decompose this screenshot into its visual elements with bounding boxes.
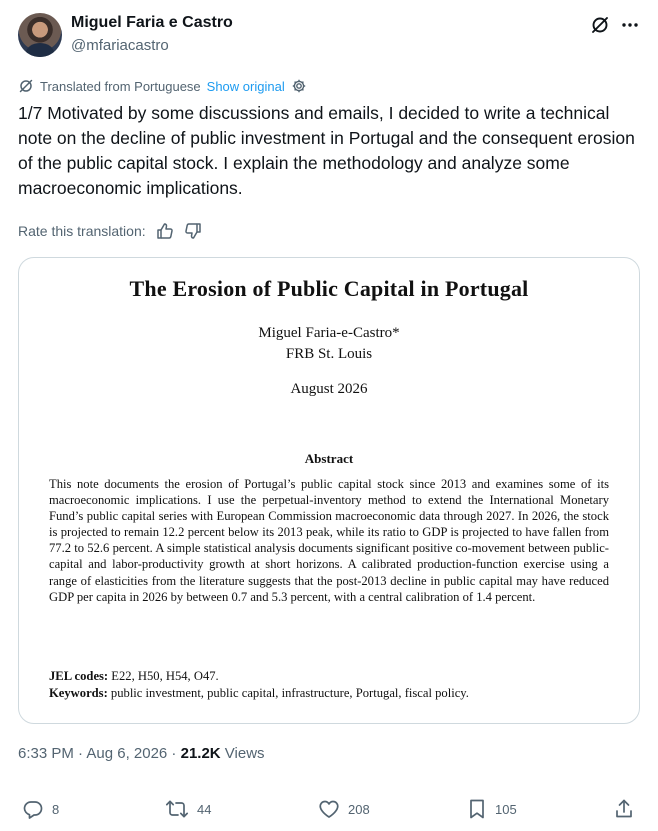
paper-date: August 2026 bbox=[290, 381, 368, 397]
views-label: Views bbox=[220, 745, 265, 762]
rate-translation bbox=[18, 222, 202, 240]
post-meta bbox=[18, 745, 265, 762]
tweet-text: 1/7 Motivated by some discussions and emails, I decided to write a technical note on the decline of public investment in Portugal and the consequent erosion of the public capital stock. I explain the methodology and analyze some macroeconomic implications. bbox=[18, 103, 635, 198]
more-options-icon[interactable] bbox=[619, 14, 641, 36]
reply-icon bbox=[22, 798, 44, 820]
share-icon bbox=[614, 798, 634, 820]
share-button[interactable] bbox=[614, 798, 634, 820]
bookmark-button[interactable] bbox=[467, 798, 517, 820]
bookmark-icon bbox=[467, 798, 487, 820]
like-button[interactable] bbox=[318, 798, 370, 820]
repost-button[interactable] bbox=[165, 798, 211, 820]
thumbs-down-icon[interactable] bbox=[184, 222, 202, 240]
paper-title: The Erosion of Public Capital in Portugal bbox=[129, 276, 529, 301]
jel-label: JEL codes: bbox=[49, 669, 109, 683]
abstract-heading: Abstract bbox=[304, 451, 354, 466]
author-name[interactable]: Miguel Faria e Castro bbox=[71, 14, 233, 31]
paper-preview bbox=[19, 258, 639, 723]
bookmark-count: 105 bbox=[495, 801, 517, 817]
views-count: 21.2K bbox=[180, 745, 221, 762]
keywords-label: Keywords: bbox=[49, 686, 108, 700]
repost-count: 44 bbox=[197, 801, 212, 817]
rate-translation-label: Rate this translation: bbox=[18, 223, 146, 239]
heart-icon bbox=[318, 798, 340, 820]
paper-image-card[interactable] bbox=[18, 257, 640, 724]
show-original-link[interactable]: Show original bbox=[206, 78, 285, 94]
avatar[interactable] bbox=[18, 13, 62, 57]
thumbs-up-icon[interactable] bbox=[156, 222, 174, 240]
keywords-values: public investment, public capital, infrastructure, Portugal, fiscal policy. bbox=[110, 686, 469, 700]
grok-icon[interactable] bbox=[589, 14, 611, 36]
settings-gear-icon[interactable] bbox=[291, 78, 307, 94]
reply-button[interactable] bbox=[22, 798, 59, 820]
repost-icon bbox=[165, 798, 189, 820]
jel-values: E22, H50, H54, O47. bbox=[111, 669, 219, 683]
post-timestamp[interactable]: 6:33 PM · Aug 6, 2026 · bbox=[18, 745, 181, 762]
translation-notice bbox=[18, 78, 307, 94]
author-handle[interactable]: @mfariacastro bbox=[71, 37, 169, 54]
reply-count: 8 bbox=[52, 801, 60, 817]
paper-author: Miguel Faria-e-Castro* bbox=[258, 325, 400, 341]
translate-icon bbox=[18, 78, 34, 94]
keywords bbox=[49, 686, 469, 701]
action-bar bbox=[0, 798, 658, 822]
paper-institution: FRB St. Louis bbox=[285, 346, 373, 362]
translated-from-label: Translated from Portuguese bbox=[40, 78, 201, 94]
like-count: 208 bbox=[348, 801, 370, 817]
abstract-text: This note documents the erosion of Portugal’s public capital stock since 2013 and examines some of its macroeconomic implications. I use the perpetual-inventory method to extend the International Monetary Fund’s public capital series with European Commission macroeconomic data through 2027. In 2026, the stock is projected to remain 12.2 percent below its 2013 peak, while its ratio to GDP is projected to have fallen from 77.2 to 52.6 percent. A simple statistical analysis documents significant positive co-movement between public-capital and labor-productivity growth at short horizons. A calibrated production-function exercise using a range of elasticities from the literature suggests that the post-2013 decline in public capital may have reduced GDP per capita in 2026 by between 0.7 and 5.3 percent, with a central calibration of 1.4 percent. bbox=[49, 477, 609, 604]
jel-codes bbox=[49, 669, 219, 684]
